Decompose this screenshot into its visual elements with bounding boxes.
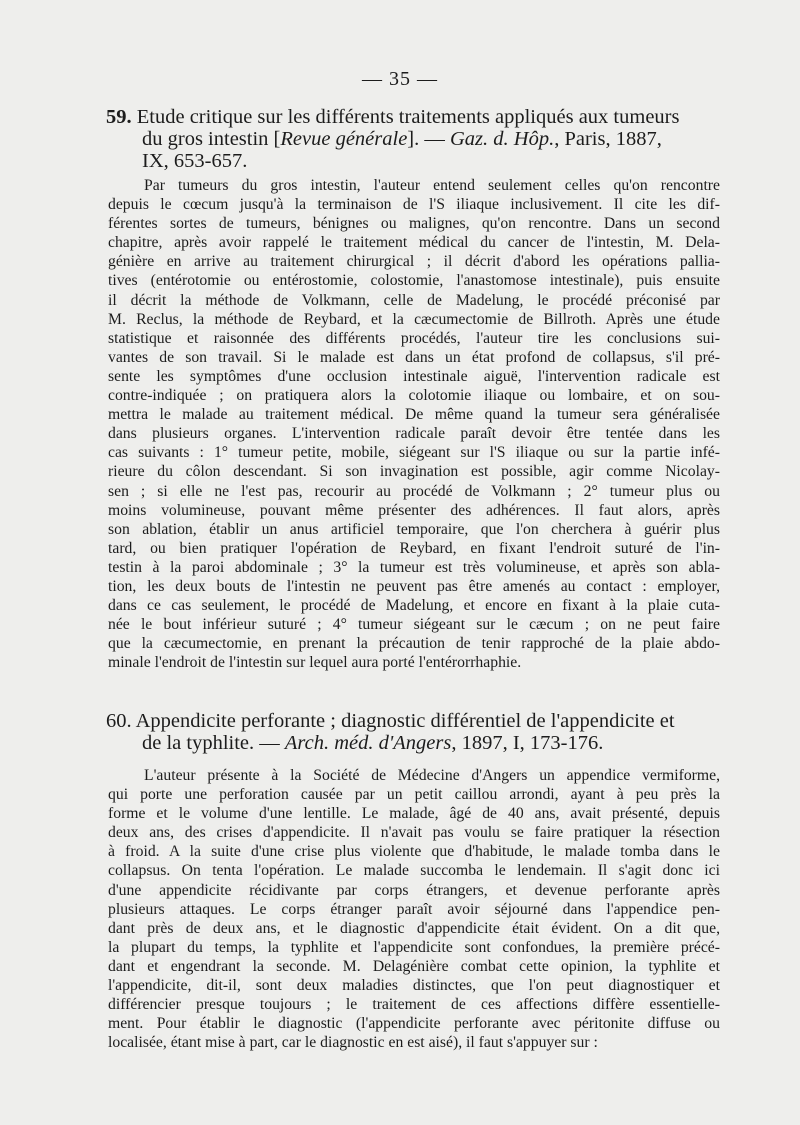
paragraph-line: dans ce cas seulement, le procédé de Madelung, et encore en fixant à la plaie cuta- [108,597,720,615]
paragraph-line: tard, ou bien pratiquer l'opération de Reybard, en fixant l'endroit suturé de l'in- [108,539,720,557]
entry-59-title-part: du gros intestin [ [142,128,281,150]
entry-59-title-line-2 [106,128,726,150]
entry-59-title [106,106,726,172]
paragraph-line: l'appendicite, dit-il, sont deux maladies distinctes, que l'on peut diagnostiquer et [108,977,720,995]
paragraph-line: statistique et raisonnée des différents procédés, l'auteur tire les conclusions sui- [108,329,720,347]
paragraph-line: ment. Pour établir le diagnostic (l'appendicite perforante avec péritonite diffuse ou [108,1015,720,1033]
entry-59-source-title: Revue générale [280,128,408,150]
entry-60-title-part: de la typhlite. — [142,732,285,754]
paragraph-line: moins volumineuse, pouvant même présenter des adhérences. Il faut alors, après [108,501,720,519]
paragraph-line: que la cæcumectomie, en prenant la précaution de tenir rapproché de la plaie abdo- [108,635,720,653]
entry-59-citation: , Paris, 1887, [554,128,662,150]
paragraph-line: à froid. A la suite d'une crise plus violente que d'habitude, le malade tomba dans le [108,843,720,861]
entry-60-title-text: Appendicite perforante ; diagnostic différentiel de l'appendicite et [135,710,675,732]
paragraph-line: L'auteur présente à la Société de Médecine d'Angers un appendice vermiforme, [144,767,720,784]
paragraph-line: M. Reclus, la méthode de Reybard, et la cæcumectomie de Billroth. Après une étude [108,310,720,328]
paragraph-line: plusieurs attaques. Le corps étranger paraît avoir séjourné dans l'appendice pen- [108,900,720,918]
paragraph-line: rieure du côlon descendant. Si son invagination est possible, agir comme Nicolay- [108,463,720,481]
paragraph-line: cas suivants : 1° tumeur petite, mobile, siégeant sur l'S iliaque ou sur la partie infé- [108,444,720,462]
paragraph-line: contre-indiquée ; on pratiquera alors la colotomie iliaque ou lombaire, et on sou- [108,387,720,405]
paragraph-line: férentes sortes de tumeurs, bénignes ou malignes, qu'on rencontre. Dans un second [108,215,720,233]
paragraph-line: mettra le malade au traitement médical. De même quand la tumeur sera généralisée [108,406,720,424]
paragraph-line: sen ; si elle ne l'est pas, recourir au procédé de Volkmann ; 2° tumeur plus ou [108,482,720,500]
paragraph-line: différencier presque toujours ; le traitement de ces affections diffère essentielle- [108,996,720,1014]
paragraph-line: testin à la paroi abdominale ; 3° la tumeur est très volumineuse, et après son abla- [108,558,720,576]
paragraph-line: deux ans, des crises d'appendicite. Il n'avait pas voulu se faire pratiquer la résection [108,824,720,842]
paragraph-line: depuis le cœcum jusqu'à la terminaison de l'S iliaque inclusivement. Il cite les dif- [108,196,720,214]
paragraph-line: tives (entérotomie ou entérostomie, colostomie, l'anastomose intestinale), puis ensuite [108,272,720,290]
entry-59-journal: Gaz. d. Hôp. [450,128,555,150]
paragraph-line: d'une appendicite récidivante par corps étrangers, et devenue perforante après [108,881,720,899]
paragraph-line: il décrit la méthode de Volkmann, celle de Madelung, le procédé préconisé par [108,291,720,309]
entry-60-body [108,766,720,1052]
paragraph-line: localisée, étant mise à part, car le diagnostic en est aisé), il faut s'appuyer sur : [108,1034,598,1052]
paragraph-line: dant près de deux ans, et le diagnostic d'appendicite était évident. On a dit que, [108,919,720,937]
entry-60-title [106,710,726,754]
paragraph-line: sente les symptômes d'une occlusion intestinale aiguë, l'intervention radicale est [108,367,720,385]
entry-60-journal: Arch. méd. d'Angers [284,732,452,754]
entry-60-title-line-2 [106,732,726,754]
entry-59-number: 59. [106,106,132,128]
page-number: — 35 — [362,68,438,90]
paragraph-line: chapitre, après avoir rappelé le traitement médical du cancer de l'intestin, M. Dela- [108,234,720,252]
entry-60-number: 60. [106,710,132,732]
paragraph-line: née le bout inférieur suturé ; 4° tumeur siégeant sur le cæcum ; on ne peut faire [108,616,720,634]
paragraph-line: son ablation, établir un anus artificiel temporaire, que l'on cherchera à guérir plus [108,520,720,538]
entry-59-title-text: Etude critique sur les différents traitements appliqués aux tumeurs [136,106,680,128]
entry-59-title-line-1 [106,106,726,128]
paragraph-line: dans plusieurs organes. L'intervention radicale paraît devoir être tentée dans les [108,425,720,443]
paragraph-line: Par tumeurs du gros intestin, l'auteur entend seulement celles qu'on rencontre [144,177,720,194]
paragraph-line: tion, les deux bouts de l'intestin ne peuvent pas être amenés au contact : employer, [108,577,720,595]
entry-59-title-line-3: IX, 653-657. [142,150,248,172]
paragraph-line: minale l'endroit de l'intestin sur lequel aura porté l'entérorrhaphie. [108,654,522,672]
paragraph-line: qui porte une perforation causée par un petit caillou arrondi, ayant à peu près la [108,786,720,804]
paragraph-line: collapsus. On tenta l'opération. Le malade succomba le lendemain. Il s'agit donc ici [108,862,720,880]
entry-60-citation: , 1897, I, 173-176. [451,732,604,754]
paragraph-line: la plupart du temps, la typhlite et l'appendicite sont confondues, la première précé- [108,938,720,956]
paragraph-line: vantes de son travail. Si le malade est dans un état profond de collapsus, s'il pré- [108,348,720,366]
entry-59-body [108,176,720,672]
entry-59-title-part: ]. — [407,128,450,150]
paragraph-line: génière en arrive au traitement chirurgical ; il décrit d'abord les opérations pallia- [108,253,720,271]
entry-60-title-line-1 [106,710,726,732]
paragraph-line: dant et engendrant la seconde. M. Delagénière combat cette opinion, la typhlite et [108,957,720,975]
paragraph-line: forme et le volume d'une lentille. Le malade, âgé de 40 ans, avait présenté, depuis [108,805,720,823]
